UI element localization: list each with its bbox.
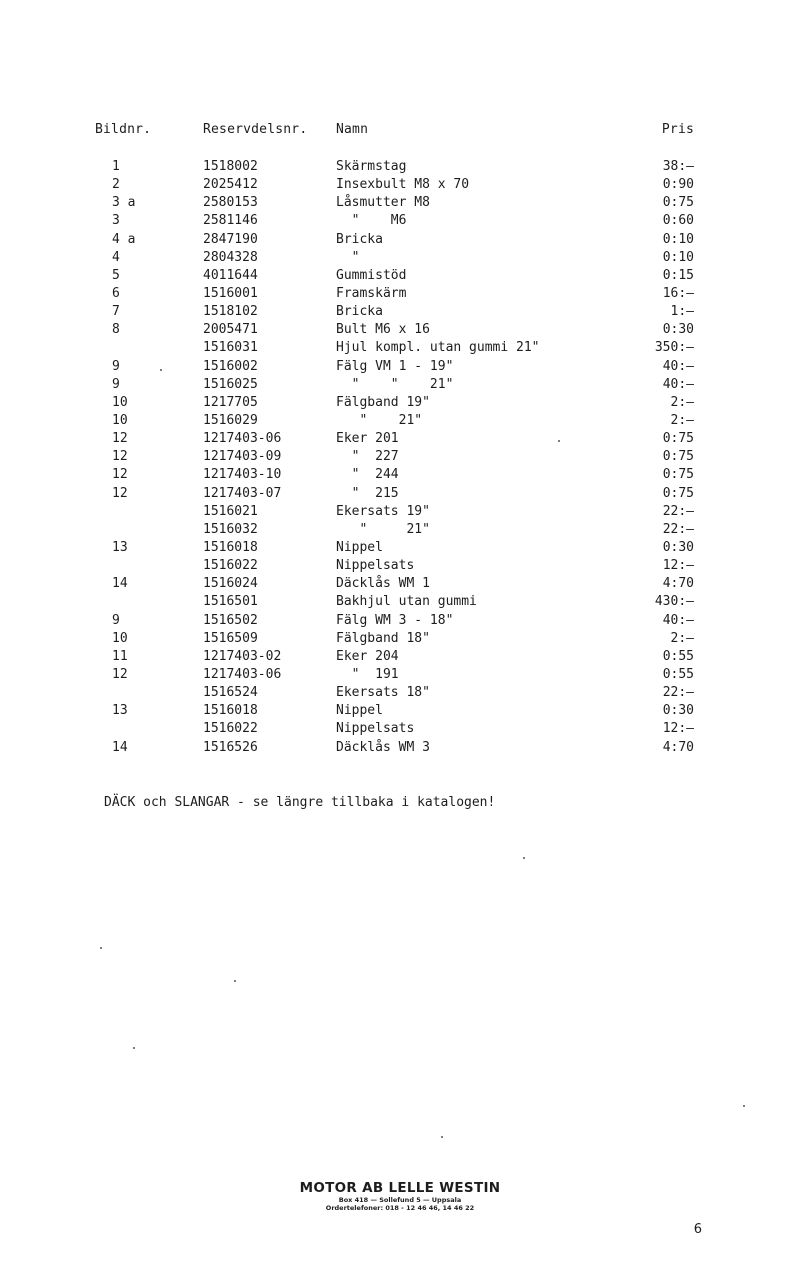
- part-name: Fälgband 18": [336, 630, 430, 646]
- list-item: [0, 739, 800, 757]
- part-bildnr: 3: [112, 213, 120, 229]
- part-name: Fälgband 19": [336, 394, 430, 410]
- part-price: 0:10: [662, 249, 694, 265]
- part-price: 22:—: [662, 503, 694, 519]
- part-price: 350:—: [654, 340, 694, 356]
- part-price: 4:70: [662, 576, 694, 592]
- tire-note: DÄCK och SLANGAR - se längre tillbaka i katalogen!: [104, 795, 496, 810]
- list-item: [0, 720, 800, 738]
- part-name: Skärmstag: [336, 159, 407, 174]
- part-price: 0:75: [662, 485, 694, 501]
- scan-speck: [160, 369, 162, 371]
- part-number: 1516029: [203, 412, 258, 428]
- part-name: Bult M6 x 16: [336, 322, 430, 338]
- part-price: 2:—: [670, 630, 694, 646]
- part-price: 38:—: [662, 159, 694, 174]
- list-item: [0, 430, 800, 448]
- list-item: [0, 339, 800, 357]
- list-item: [0, 684, 800, 702]
- part-bildnr: 11: [112, 648, 128, 664]
- part-bildnr: 12: [112, 666, 128, 682]
- part-number: 1217403-06: [203, 431, 282, 447]
- part-price: 22:—: [662, 685, 694, 701]
- part-number: 1217403-10: [203, 467, 282, 483]
- list-item: [0, 194, 800, 212]
- list-item: [0, 303, 800, 321]
- part-name: " 244: [336, 467, 399, 483]
- part-number: 2581146: [203, 213, 258, 229]
- part-price: 0:55: [662, 648, 694, 664]
- part-number: 1516502: [203, 612, 258, 628]
- part-name: Ekersats 18": [336, 685, 430, 701]
- part-number: 2804328: [203, 249, 258, 265]
- company-phones: Ordertelefoner: 018 - 12 46 46, 14 46 22: [325, 1204, 475, 1212]
- part-name: ": [336, 249, 360, 265]
- part-number: 4011644: [203, 267, 258, 283]
- part-bildnr: 4 a: [112, 231, 136, 247]
- list-item: [0, 267, 800, 285]
- part-number: 1516001: [203, 285, 258, 301]
- list-item: [0, 521, 800, 539]
- part-bildnr: 9: [112, 376, 120, 392]
- part-number: 2005471: [203, 322, 258, 338]
- list-item: [0, 466, 800, 484]
- part-name: Insexbult M8 x 70: [336, 177, 470, 193]
- header-bildnr: Bildnr.: [95, 122, 152, 137]
- list-item: [0, 503, 800, 521]
- part-name: " 227: [336, 449, 399, 465]
- part-name: Eker 204: [336, 648, 399, 664]
- scan-speck: [100, 947, 102, 949]
- part-bildnr: 2: [112, 177, 120, 193]
- part-bildnr: 13: [112, 539, 128, 555]
- header-pris: Pris: [661, 122, 694, 137]
- list-item: [0, 176, 800, 194]
- list-item: [0, 285, 800, 303]
- list-item: [0, 630, 800, 648]
- list-item: [0, 557, 800, 575]
- part-number: 1516031: [203, 340, 258, 356]
- part-number: 1516032: [203, 521, 258, 537]
- part-bildnr: 14: [112, 576, 128, 592]
- list-item: [0, 666, 800, 684]
- part-price: 0:55: [662, 666, 694, 682]
- part-number: 1516526: [203, 739, 258, 755]
- part-bildnr: 10: [112, 412, 128, 428]
- company-address: Box 418 — Sollefund 5 — Uppsala: [338, 1196, 462, 1204]
- part-name: Nippelsats: [336, 558, 415, 574]
- part-price: 0:90: [662, 177, 694, 193]
- part-bildnr: 6: [112, 285, 120, 301]
- list-item: [0, 648, 800, 666]
- part-name: Ekersats 19": [336, 503, 430, 519]
- scan-speck: [523, 857, 525, 859]
- part-number: 2025412: [203, 177, 258, 193]
- part-bildnr: 12: [112, 449, 128, 465]
- company-name: MOTOR AB LELLE WESTIN: [299, 1180, 501, 1196]
- part-name: Eker 201: [336, 431, 399, 447]
- part-bildnr: 13: [112, 703, 128, 719]
- part-name: " 21": [336, 521, 430, 537]
- part-number: 1516022: [203, 558, 258, 574]
- part-number: 1516509: [203, 630, 258, 646]
- part-price: 22:—: [662, 521, 694, 537]
- scan-speck: [441, 1136, 443, 1138]
- part-number: 1217403-02: [203, 648, 282, 664]
- part-bildnr: 8: [112, 322, 120, 338]
- part-name: " " 21": [336, 376, 454, 392]
- part-bildnr: 9: [112, 358, 120, 374]
- part-price: 1:—: [670, 304, 694, 320]
- part-price: 0:30: [662, 703, 694, 719]
- part-number: 1518002: [203, 159, 258, 174]
- part-bildnr: 3 a: [112, 195, 136, 211]
- part-number: 1516524: [203, 685, 258, 701]
- part-price: 16:—: [662, 285, 694, 301]
- part-bildnr: 10: [112, 630, 128, 646]
- part-number: 1516501: [203, 594, 258, 610]
- part-name: Gummistöd: [336, 267, 407, 283]
- list-item: [0, 593, 800, 611]
- part-bildnr: 1: [112, 159, 120, 174]
- list-item: [0, 321, 800, 339]
- header-reservdelsnr: Reservdelsnr.: [203, 122, 308, 137]
- part-name: Fälg WM 3 - 18": [336, 612, 454, 628]
- part-name: " 21": [336, 412, 423, 428]
- part-price: 0:15: [662, 267, 694, 283]
- part-number: 1516024: [203, 576, 258, 592]
- part-name: Bricka: [336, 231, 383, 247]
- part-price: 2:—: [670, 412, 694, 428]
- part-price: 0:75: [662, 195, 694, 211]
- part-price: 0:60: [662, 213, 694, 229]
- part-price: 40:—: [662, 376, 694, 392]
- part-number: 2580153: [203, 195, 258, 211]
- part-price: 40:—: [662, 612, 694, 628]
- part-number: 1516022: [203, 721, 258, 737]
- part-price: 0:75: [662, 467, 694, 483]
- scan-speck: [743, 1105, 745, 1107]
- part-name: Nippelsats: [336, 721, 415, 737]
- part-name: " 191: [336, 666, 399, 682]
- part-bildnr: 12: [112, 431, 128, 447]
- part-number: 1516018: [203, 703, 258, 719]
- page-number: 6: [693, 1222, 702, 1237]
- part-number: 1217403-09: [203, 449, 282, 465]
- scan-speck: [133, 1047, 135, 1049]
- part-number: 1217403-07: [203, 485, 282, 501]
- part-name: Bricka: [336, 304, 383, 320]
- list-item: [0, 394, 800, 412]
- part-bildnr: 5: [112, 267, 120, 283]
- part-name: Hjul kompl. utan gummi 21": [336, 340, 540, 356]
- part-number: 1217705: [203, 394, 258, 410]
- part-bildnr: 9: [112, 612, 120, 628]
- part-name: Däcklås WM 1: [336, 576, 430, 592]
- list-item: [0, 448, 800, 466]
- parts-list: [0, 158, 800, 757]
- part-price: 4:70: [662, 739, 694, 755]
- part-name: Däcklås WM 3: [336, 739, 430, 755]
- part-number: 1518102: [203, 304, 258, 320]
- list-item: [0, 212, 800, 230]
- part-bildnr: 4: [112, 249, 120, 265]
- part-price: 0:30: [662, 322, 694, 338]
- part-name: Nippel: [336, 539, 383, 555]
- part-number: 2847190: [203, 231, 258, 247]
- header-namn: Namn: [336, 122, 369, 137]
- part-price: 0:75: [662, 449, 694, 465]
- part-price: 0:75: [662, 431, 694, 447]
- list-item: [0, 376, 800, 394]
- list-item: [0, 612, 800, 630]
- list-item: [0, 575, 800, 593]
- part-price: 2:—: [670, 394, 694, 410]
- part-price: 12:—: [662, 721, 694, 737]
- part-price: 12:—: [662, 558, 694, 574]
- scan-speck: [558, 440, 560, 442]
- part-name: Framskärm: [336, 285, 407, 301]
- part-bildnr: 12: [112, 467, 128, 483]
- part-bildnr: 7: [112, 304, 120, 320]
- scan-speck: [234, 980, 236, 982]
- part-number: 1516025: [203, 376, 258, 392]
- part-name: " 215: [336, 485, 399, 501]
- part-name: Låsmutter M8: [336, 195, 430, 211]
- part-name: Bakhjul utan gummi: [336, 594, 477, 610]
- part-number: 1516021: [203, 503, 258, 519]
- list-item: [0, 485, 800, 503]
- part-name: Fälg VM 1 - 19": [336, 358, 454, 374]
- part-bildnr: 14: [112, 739, 128, 755]
- list-item: [0, 158, 800, 176]
- part-bildnr: 10: [112, 394, 128, 410]
- list-item: [0, 539, 800, 557]
- part-price: 430:—: [654, 594, 694, 610]
- part-name: Nippel: [336, 703, 383, 719]
- part-price: 40:—: [662, 358, 694, 374]
- part-bildnr: 12: [112, 485, 128, 501]
- part-name: " M6: [336, 213, 407, 229]
- list-item: [0, 249, 800, 267]
- part-price: 0:10: [662, 231, 694, 247]
- company-footer: [0, 1180, 800, 1212]
- list-item: [0, 231, 800, 249]
- part-price: 0:30: [662, 539, 694, 555]
- list-item: [0, 702, 800, 720]
- list-item: [0, 412, 800, 430]
- part-number: 1217403-06: [203, 666, 282, 682]
- part-number: 1516018: [203, 539, 258, 555]
- part-number: 1516002: [203, 358, 258, 374]
- list-item: [0, 358, 800, 376]
